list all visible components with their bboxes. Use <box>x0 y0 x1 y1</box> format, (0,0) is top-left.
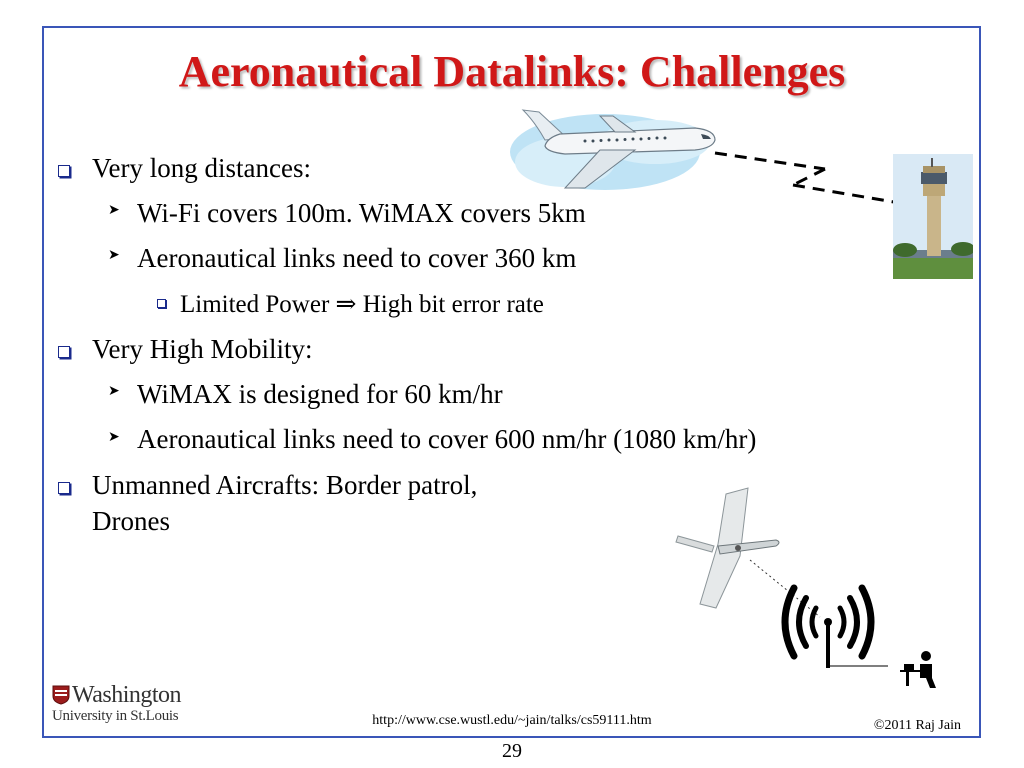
bullet-arrow-icon: ➤ <box>108 247 120 263</box>
logo-name: Washington <box>72 682 182 708</box>
bullet-square-icon <box>58 482 70 494</box>
bullet-aeronautical-360km: Aeronautical links need to cover 360 km <box>137 243 577 273</box>
bullet-arrow-icon: ➤ <box>108 383 120 399</box>
airplane-illustration <box>505 102 720 194</box>
operator-icon <box>900 648 940 690</box>
bullet-aeronautical-600nmhr: Aeronautical links need to cover 600 nm/hr (1080 km/hr) <box>137 424 757 454</box>
slide-title: Aeronautical Datalinks: Challenges <box>178 47 846 96</box>
link-dashes <box>705 145 905 215</box>
control-tower-image <box>893 154 973 279</box>
logo-subtitle: University in St.Louis <box>52 708 179 724</box>
bullet-arrow-icon: ➤ <box>108 429 120 445</box>
page-number: 29 <box>502 740 522 762</box>
copyright: ©2011 Raj Jain <box>873 718 961 733</box>
shield-icon <box>52 685 70 705</box>
bullet-square-small-icon <box>157 299 166 308</box>
bullet-very-high-mobility: Very High Mobility: <box>92 334 313 364</box>
bullet-square-icon <box>58 165 70 177</box>
bullet-drones: Drones <box>92 506 170 536</box>
bullet-very-long-distances: Very long distances: <box>92 153 311 183</box>
footer-url[interactable]: http://www.cse.wustl.edu/~jain/talks/cs59111.htm <box>372 713 652 728</box>
bullet-limited-power: Limited Power ⇒ High bit error rate <box>180 291 544 318</box>
bullet-arrow-icon: ➤ <box>108 202 120 218</box>
bullet-unmanned-aircrafts: Unmanned Aircrafts: Border patrol, <box>92 470 478 500</box>
bullet-wimax-60kmhr: WiMAX is designed for 60 km/hr <box>137 379 503 409</box>
bullet-square-icon <box>58 346 70 358</box>
bullet-wifi-wimax-coverage: Wi-Fi covers 100m. WiMAX covers 5km <box>137 198 586 228</box>
antenna-icon <box>778 580 888 670</box>
